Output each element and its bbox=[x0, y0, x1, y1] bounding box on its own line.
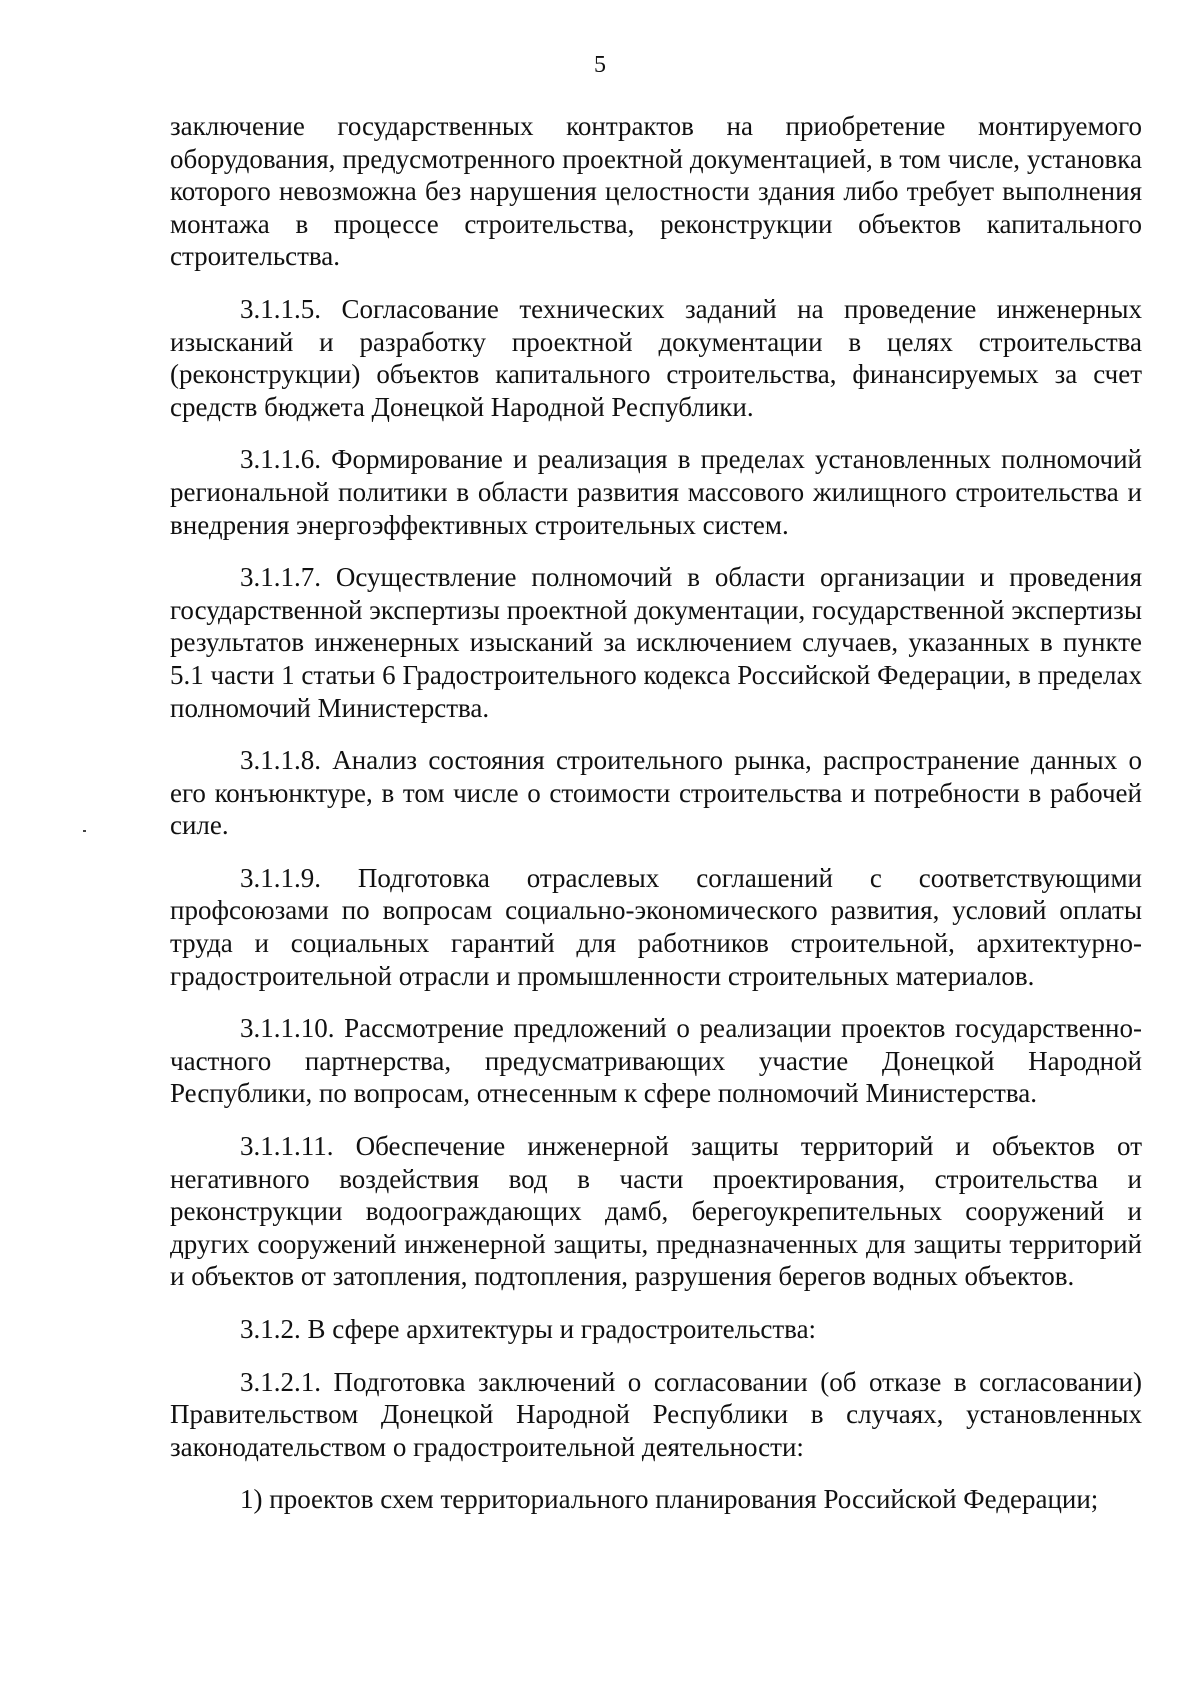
paragraph-3-1-2-1: 3.1.2.1. Подготовка заключений о согласовании (об отказе в согласовании) Правительством Донецкой Народной Республики в случаях, установленных законодательством о градостроительной деятельности: bbox=[170, 1366, 1142, 1462]
paragraph-3-1-2: 3.1.2. В сфере архитектуры и градостроительства: bbox=[240, 1314, 817, 1344]
paragraph-3-1-1-8: 3.1.1.8. Анализ состояния строительного рынка, распространение данных о его конъюнктуре, в том числе о стоимости строительства и потребности в рабочей силе. bbox=[170, 745, 1142, 841]
paragraph-3-1-1-6: 3.1.1.6. Формирование и реализация в пределах установленных полномочий региональной политики в области развития массового жилищного строительства и внедрения энергоэффективных строительных систем. bbox=[170, 444, 1142, 540]
paragraph-3-1-1-10: 3.1.1.10. Рассмотрение предложений о реализации проектов государственно-частного партнерства, предусматривающих участие Донецкой Народной Республики, по вопросам, отнесенным к сфере полномочий Министерства. bbox=[170, 1013, 1142, 1109]
paragraph-3-1-1-7: 3.1.1.7. Осуществление полномочий в области организации и проведения государственной экспертизы проектной документации, государственной экспертизы результатов инженерных изысканий за исключением случаев, указанных в пункте 5.1 части 1 статьи 6 Градостроительного кодекса Российской Федерации, в пределах полномочий Министерства. bbox=[170, 562, 1142, 723]
paragraph-3-1-1-9: 3.1.1.9. Подготовка отраслевых соглашений с соответствующими профсоюзами по вопросам социально-экономического развития, условий оплаты труда и социальных гарантий для работников строительной, архитектурно-градостроительной отрасли и промышленности строительных материалов. bbox=[170, 862, 1142, 991]
list-item-1: 1) проектов схем территориального планирования Российской Федерации; bbox=[240, 1484, 1099, 1515]
paragraph-3-1-1-11: 3.1.1.11. Обеспечение инженерной защиты территорий и объектов от негативного воздействия вод в части проектирования, строительства и реконструкции водоограждающих дамб, берегоукрепительных сооружений и других сооружений инженерной защиты, предназначенных для защиты территорий и объектов от затопления, подтопления, разрушения берегов водных объектов. bbox=[170, 1131, 1142, 1292]
paragraph-continuation: заключение государственных контрактов на приобретение монтируемого оборудования, предусмотренного проектной документацией, в том числе, установка которого невозможна без нарушения целостности здания либо требует выполнения монтажа в процессе строительства, реконструкции объектов капитального строительства. bbox=[170, 111, 1142, 272]
paragraph-3-1-1-5: 3.1.1.5. Согласование технических заданий на проведение инженерных изысканий и разработку проектной документации в целях строительства (реконструкции) объектов капитального строительства, финансируемых за счет средств бюджета Донецкой Народной Республики. bbox=[170, 293, 1142, 422]
scan-speck bbox=[83, 830, 86, 832]
document-body bbox=[170, 110, 1142, 1536]
page-number: 5 bbox=[594, 52, 606, 78]
